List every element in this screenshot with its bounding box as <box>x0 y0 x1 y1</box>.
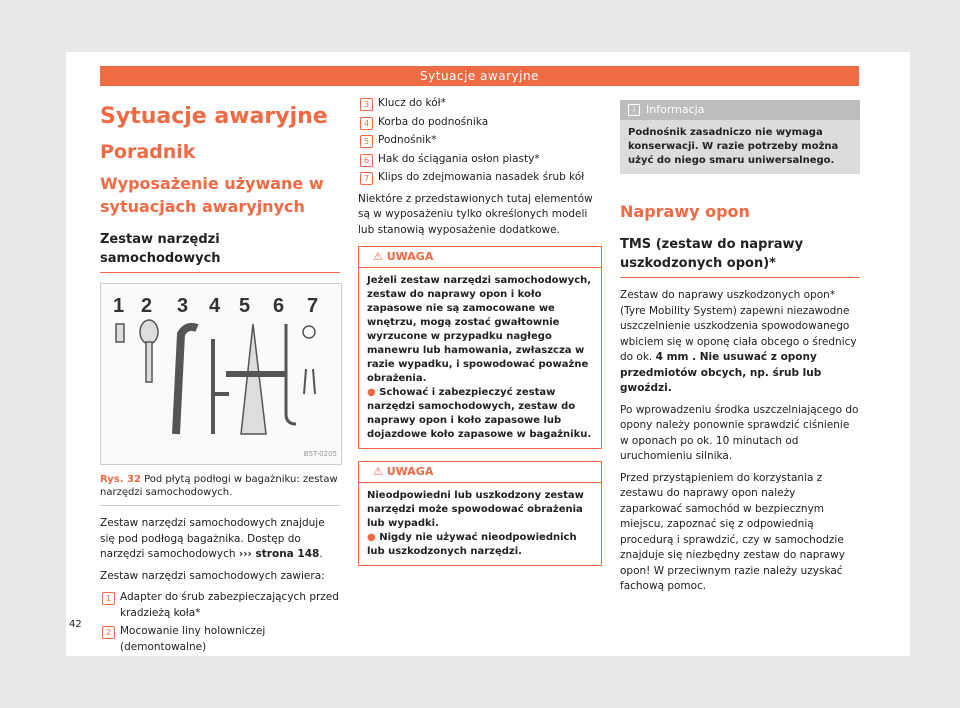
column-right <box>620 96 860 601</box>
item-number: 5 <box>360 135 373 148</box>
warning-icon: ⚠ <box>373 465 383 478</box>
warning-bullet <box>367 531 593 559</box>
info-box <box>620 100 860 174</box>
clip-ring-shape <box>303 326 315 338</box>
item-number: 1 <box>102 592 115 605</box>
wheel-wrench-shape <box>176 327 197 434</box>
list-item <box>100 624 340 655</box>
figure-label-7: 7 <box>307 295 319 317</box>
column-left <box>100 96 340 658</box>
hub-hook-shape <box>286 324 296 424</box>
warning-title: UWAGA <box>386 250 434 263</box>
page-header: Sytuacje awaryjne <box>100 66 859 86</box>
paragraph: Niektóre z przedstawionych tutaj elementów są w wyposażeniu tylko określonych modeli lub stanowią wyposażenie dodatkowe. <box>358 192 593 236</box>
item-text: Klucz do kół* <box>378 97 446 109</box>
item-number: 6 <box>360 154 373 167</box>
caption-text: Pod płytą podłogi w bagażniku: zestaw narzędzi samochodowych. <box>100 474 338 498</box>
chapter-title: Sytuacje awaryjne <box>100 104 328 129</box>
paragraph <box>620 288 860 397</box>
list-item <box>358 115 602 131</box>
warning-box <box>358 461 602 566</box>
item-text: Klips do zdejmowania nasadek śrub kół <box>378 171 585 183</box>
list-item <box>358 170 602 186</box>
paragraph: Po wprowadzeniu środka uszczelniającego do opony należy ponownie sprawdzić ciśnienie w oponach po ok. 10 minutach od uruchomieniu silnika. <box>620 403 859 462</box>
warning-box <box>358 246 602 449</box>
jack-shape <box>241 324 266 434</box>
column-middle <box>358 96 602 578</box>
info-icon: i <box>628 104 640 116</box>
page-number: 42 <box>69 619 82 630</box>
paragraph-text: Zestaw do naprawy uszkodzonych opon* (Tyre Mobility System) zapewni niezawodne uszczelnienie uszkodzenia spowodowanego wbiciem się w oponę ciała obcego o średnicy do ok. <box>620 289 857 363</box>
tool-kit-illustration <box>101 284 341 464</box>
list-item <box>100 590 340 621</box>
figure-label-4: 4 <box>209 295 221 317</box>
section-title: Naprawy opon <box>620 202 750 221</box>
paragraph-text: Zestaw narzędzi samochodowych znajduje się pod podłogą bagażnika. Dostęp do narzędzi samochodowych <box>100 517 325 560</box>
tow-eye-shape <box>140 320 158 344</box>
figure-label-2: 2 <box>141 295 153 317</box>
warning-header <box>359 462 601 483</box>
divider <box>100 272 340 273</box>
paragraph-bold: 4 mm . Nie usuwać z opony przedmiotów obcych, np. śrub lub gwoździ. <box>620 351 822 394</box>
info-header <box>620 100 860 120</box>
list-item <box>358 152 602 168</box>
bullet-text: Schować i zabezpieczyć zestaw narzędzi samochodowych, zestaw do naprawy opon i koło zapasowe lub dojazdowe koło zapasowe w bagażniku. <box>367 387 592 440</box>
figure-label-5: 5 <box>239 295 251 317</box>
tool-kit-figure <box>100 283 342 465</box>
warning-bullet <box>367 386 593 442</box>
section-title: Wyposażenie używane w sytuacjach awaryjnych <box>100 174 324 216</box>
manual-page <box>66 52 910 656</box>
item-text: Mocowanie liny holowniczej (demontowalne) <box>120 625 266 653</box>
subsection-title: Zestaw narzędzi samochodowych <box>100 232 221 266</box>
tow-eye-shank <box>146 342 152 382</box>
info-text: Podnośnik zasadniczo nie wymaga konserwacji. W razie potrzeby można użyć do niego smaru uniwersalnego. <box>628 127 839 166</box>
warning-text: Jeżeli zestaw narzędzi samochodowych, zestaw do naprawy opon i koło zapasowe nie są zamocowane we wnętrzu, mogą zostać gwałtownie wyrzucone w przypadku nagłego manewru lub hamowania, zwłaszcza w razie wypadku, i spowodować poważne obrażenia. <box>367 275 592 384</box>
figure-label-6: 6 <box>273 295 285 317</box>
jack-crank-shape <box>213 339 229 434</box>
item-number: 7 <box>360 172 373 185</box>
item-text: Adapter do śrub zabezpieczających przed kradzieżą koła* <box>120 591 339 619</box>
info-title: Informacja <box>646 103 705 116</box>
divider <box>620 277 860 278</box>
list-item <box>358 96 602 112</box>
chapter-subtitle: Poradnik <box>100 141 196 163</box>
warning-icon: ⚠ <box>373 250 383 263</box>
item-text: Podnośnik* <box>378 134 437 146</box>
caption-label: Rys. 32 <box>100 474 141 485</box>
list-item <box>358 133 602 149</box>
warning-title: UWAGA <box>386 465 434 478</box>
bullet-icon: ● <box>367 387 376 398</box>
bullet-icon: ● <box>367 532 376 543</box>
warning-body <box>359 483 601 565</box>
clip-shape <box>304 369 315 394</box>
item-number: 2 <box>102 626 115 639</box>
figure-label-1: 1 <box>113 295 125 317</box>
subsection-title: TMS (zestaw do naprawy uszkodzonych opon)* <box>620 237 804 271</box>
paragraph: Przed przystąpieniem do korzystania z zestawu do naprawy opon należy zaparkować samochód w bezpiecznym miejscu, zapoznać się z odpowiednią procedurą i sprawdzić, czy w samochodzie znajduje się niezbędny zestaw do naprawy opon! W przeciwnym razie należy uzyskać fachową pomoc. <box>620 471 845 592</box>
paragraph <box>100 516 340 563</box>
paragraph: Zestaw narzędzi samochodowych zawiera: <box>100 569 325 582</box>
warning-text: Nieodpowiedni lub uszkodzony zestaw narzędzi może spowodować obrażenia lub wypadki. <box>367 490 584 529</box>
paragraph-end: . <box>319 548 323 560</box>
item-text: Korba do podnośnika <box>378 115 489 128</box>
warning-body <box>359 268 601 448</box>
figure-caption <box>100 473 340 506</box>
warning-header <box>359 247 601 268</box>
page-reference-link[interactable]: ››› strona 148 <box>238 548 320 560</box>
figure-label-3: 3 <box>177 295 189 317</box>
item-number: 3 <box>360 98 373 111</box>
item-text: Hak do ściągania osłon piasty* <box>378 152 540 165</box>
item-number: 4 <box>360 117 373 130</box>
adapter-shape <box>116 324 124 342</box>
figure-code: B5T-0205 <box>303 449 337 458</box>
bullet-text: Nigdy nie używać nieodpowiednich lub uszkodzonych narzędzi. <box>367 532 577 557</box>
